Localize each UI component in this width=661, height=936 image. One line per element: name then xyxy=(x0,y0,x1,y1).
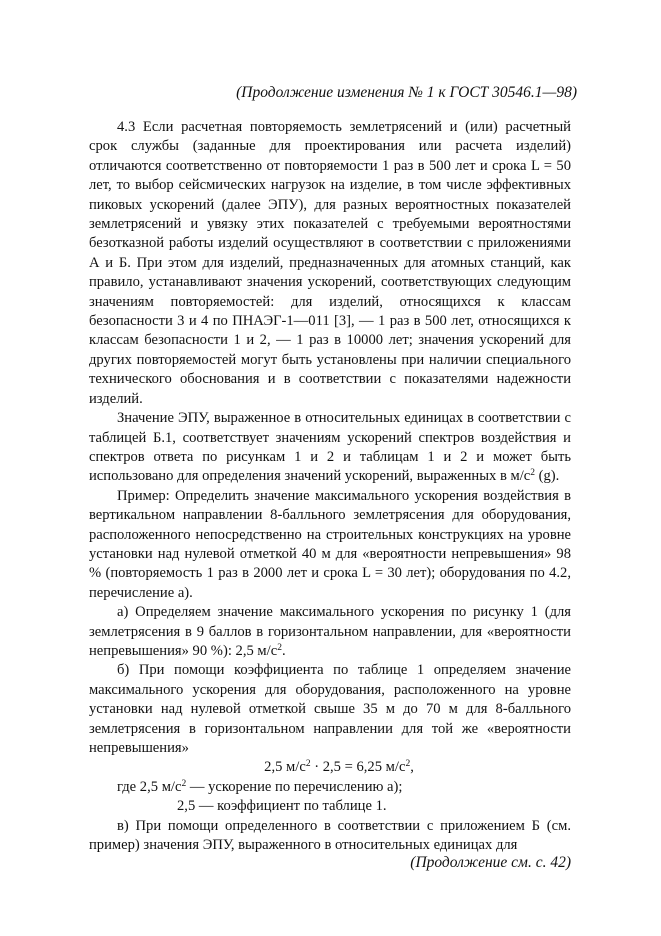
continuation-footer: (Продолжение см. с. 42) xyxy=(410,854,571,871)
step-a-tail: . xyxy=(281,642,286,659)
superscript: 2 xyxy=(277,642,282,653)
superscript: 2 xyxy=(305,759,311,770)
where-1-b: — ускорение по перечислению а); xyxy=(186,778,403,795)
paragraph-example: Пример: Определить значение максимального ускорения воздействия в вертикальном направлении 8-балльного землетрясения для оборудования, расположенного непосредственно на строительных конструкциях на уровне установки над нулевой отметкой 40 м для «вероятности непревышения» 98 % (повторяемость 1 раз в 2000 лет и срока L = 30 лет); оборудования по 4.2, перечисление а). xyxy=(89,487,571,601)
continuation-header: (Продолжение изменения № 1 к ГОСТ 30546.1—98) xyxy=(236,84,577,101)
paragraph-epu-tail: (g). xyxy=(535,468,560,485)
superscript: 2 xyxy=(181,778,187,789)
superscript: 2 xyxy=(405,759,411,770)
formula xyxy=(89,758,571,777)
superscript: 2 xyxy=(530,468,535,479)
where-1-a: где 2,5 м/с xyxy=(117,778,182,795)
document-body xyxy=(89,118,571,855)
paragraph-epu-text: Значение ЭПУ, выраженное в относительных единицах в соответствии с таблицей Б.1, соответствует значениям ускорений спектров воздействия и спектров ответа по рисункам 1 и 2 и таблицам 1 и 2 и может быть использовано для определения значений ускорений, выраженных в м/с xyxy=(89,410,571,485)
paragraph-step-b: б) При помощи коэффициента по таблице 1 определяем значение максимального ускорения для оборудования, расположенного на уровне установки над нулевой отметкой свыше 35 м до 70 м для 8-балльного землетрясения в горизонтальном направлении для той же «вероятности непревышения» xyxy=(89,662,571,756)
paragraph-step-a xyxy=(89,603,571,661)
paragraph-epu-value xyxy=(89,409,571,487)
paragraph-step-c: в) При помощи определенного в соответствии с приложением Б (см. пример) значения ЭПУ, выраженного в относительных единицах для xyxy=(89,817,571,854)
formula-where-1 xyxy=(89,778,571,797)
formula-where-2: 2,5 — коэффициент по таблице 1. xyxy=(177,798,387,815)
paragraph-4-3: 4.3 Если расчетная повторяемость землетрясений и (или) расчетный срок службы (заданные для проектирования или расчета изделий) отличаются соответственно от повторяемости 1 раз в 500 лет и срока L = 50 лет, то выбор сейсмических нагрузок на изделие, в том числе эффективных пиковых ускорений (далее ЭПУ), для разных вероятностных показателей землетрясений и увязку этих показателей с требуемыми вероятностями безотказной работы изделий осуществляют в соответствии с приложениями А и Б. При этом для изделий, предназначенных для атомных станций, как правило, устанавливают значения ускорений, соответствующих следующим значениям повторяемостей: для изделий, относящихся к классам безопасности 3 и 4 по ПНАЭГ-1—011 [3], — 1 раз в 500 лет, относящихся к классам безопасности 1 и 2, — 1 раз в 10000 лет; значения ускорений для других повторяемостей могут быть установлены при наличии специального технического обоснования и в соответствии с показателями надежности изделий. xyxy=(89,119,571,407)
formula-part-a: 2,5 м/с xyxy=(264,759,306,776)
step-a-text: а) Определяем значение максимального ускорения по рисунку 1 (для землетрясения в 9 баллов в горизонтальном направлении, для «вероятности непревышения» 90 %): 2,5 м/с xyxy=(89,604,571,659)
formula-part-c: , xyxy=(410,759,414,776)
formula-part-b: · 2,5 = 6,25 м/с xyxy=(310,759,406,776)
